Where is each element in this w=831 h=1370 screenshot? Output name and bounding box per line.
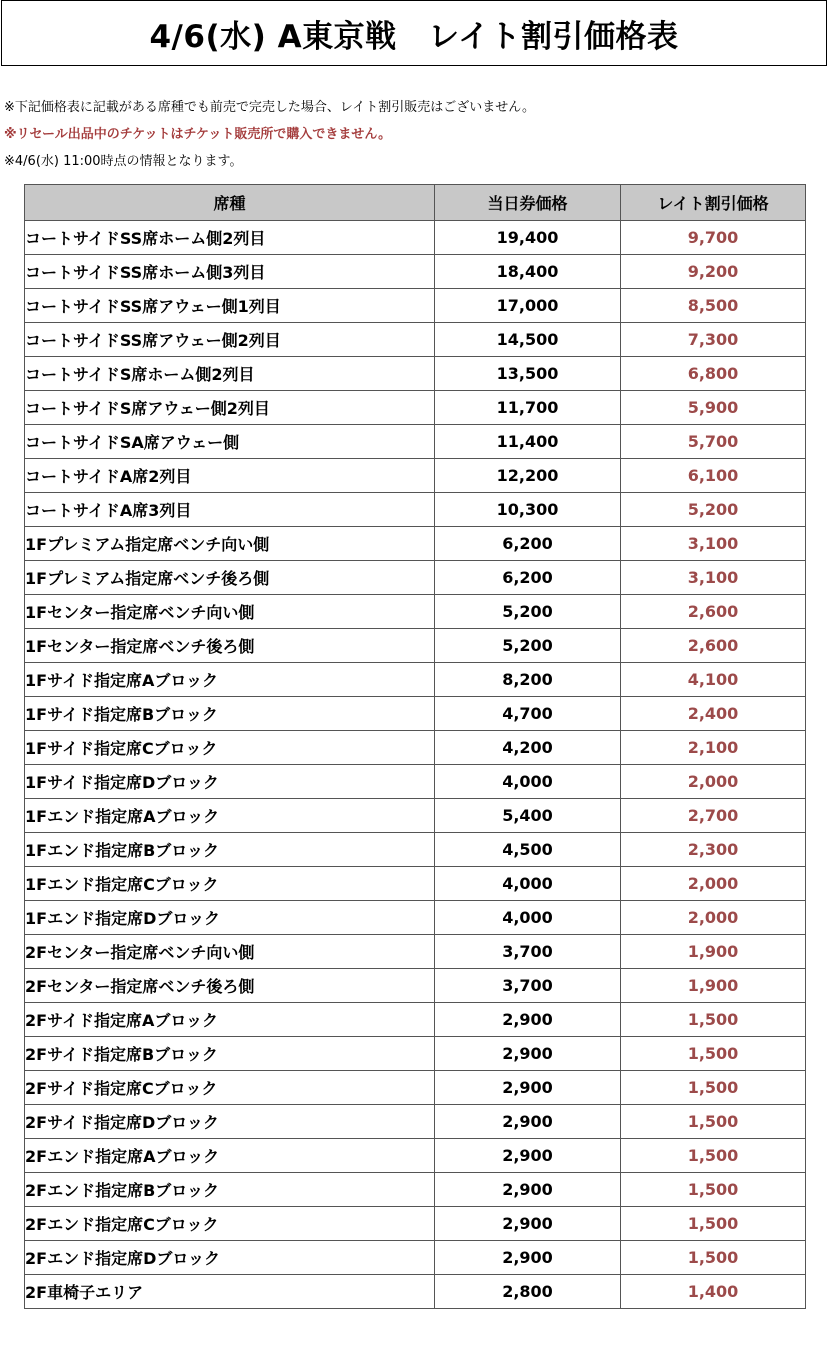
late-price-cell: 2,400 — [621, 697, 806, 731]
seat-name-cell: 1Fプレミアム指定席ベンチ向い側 — [25, 527, 435, 561]
day-price-cell: 11,400 — [435, 425, 621, 459]
late-price-cell: 4,100 — [621, 663, 806, 697]
table-row — [25, 425, 806, 459]
late-price-cell: 2,000 — [621, 901, 806, 935]
table-row — [25, 1275, 806, 1309]
seat-name-cell: 1Fエンド指定席Cブロック — [25, 867, 435, 901]
table-row — [25, 1207, 806, 1241]
day-price-cell: 19,400 — [435, 221, 621, 255]
late-price-cell: 2,000 — [621, 765, 806, 799]
table-row — [25, 391, 806, 425]
seat-name-cell: コートサイドA席3列目 — [25, 493, 435, 527]
late-price-cell: 5,700 — [621, 425, 806, 459]
late-price-cell: 9,200 — [621, 255, 806, 289]
table-row — [25, 493, 806, 527]
late-price-cell: 6,100 — [621, 459, 806, 493]
seat-name-cell: 2Fサイド指定席Aブロック — [25, 1003, 435, 1037]
seat-name-cell: コートサイドSS席ホーム側3列目 — [25, 255, 435, 289]
late-price-cell: 5,900 — [621, 391, 806, 425]
day-price-cell: 4,200 — [435, 731, 621, 765]
late-price-cell: 8,500 — [621, 289, 806, 323]
header-day-price: 当日券価格 — [435, 185, 621, 221]
seat-name-cell: コートサイドS席アウェー側2列目 — [25, 391, 435, 425]
seat-name-cell: 2Fエンド指定席Dブロック — [25, 1241, 435, 1275]
late-price-cell: 1,500 — [621, 1003, 806, 1037]
seat-name-cell: 1Fエンド指定席Bブロック — [25, 833, 435, 867]
seat-name-cell: コートサイドSS席アウェー側2列目 — [25, 323, 435, 357]
seat-name-cell: 1Fサイド指定席Dブロック — [25, 765, 435, 799]
seat-name-cell: 2Fサイド指定席Dブロック — [25, 1105, 435, 1139]
late-price-cell: 2,300 — [621, 833, 806, 867]
day-price-cell: 5,400 — [435, 799, 621, 833]
day-price-cell: 11,700 — [435, 391, 621, 425]
seat-name-cell: 2F車椅子エリア — [25, 1275, 435, 1309]
table-row — [25, 799, 806, 833]
day-price-cell: 2,900 — [435, 1105, 621, 1139]
seat-name-cell: 1Fエンド指定席Aブロック — [25, 799, 435, 833]
day-price-cell: 5,200 — [435, 629, 621, 663]
late-price-cell: 1,400 — [621, 1275, 806, 1309]
seat-name-cell: 1Fセンター指定席ベンチ後ろ側 — [25, 629, 435, 663]
day-price-cell: 3,700 — [435, 969, 621, 1003]
seat-name-cell: コートサイドS席ホーム側2列目 — [25, 357, 435, 391]
day-price-cell: 6,200 — [435, 527, 621, 561]
page-title-box — [1, 0, 827, 66]
note-info-time: ※4/6(水) 11:00時点の情報となります。 — [4, 154, 243, 169]
seat-name-cell: 1Fプレミアム指定席ベンチ後ろ側 — [25, 561, 435, 595]
day-price-cell: 17,000 — [435, 289, 621, 323]
day-price-cell: 14,500 — [435, 323, 621, 357]
seat-name-cell: 1Fエンド指定席Dブロック — [25, 901, 435, 935]
late-price-cell: 1,500 — [621, 1173, 806, 1207]
seat-name-cell: 2Fエンド指定席Cブロック — [25, 1207, 435, 1241]
seat-name-cell: コートサイドA席2列目 — [25, 459, 435, 493]
table-header-row — [25, 185, 806, 221]
header-late-price: レイト割引価格 — [621, 185, 806, 221]
page-title: 4/6(水) A東京戦 レイト割引価格表 — [149, 18, 679, 55]
day-price-cell: 2,900 — [435, 1241, 621, 1275]
table-body — [25, 221, 806, 1309]
day-price-cell: 8,200 — [435, 663, 621, 697]
late-price-cell: 2,600 — [621, 595, 806, 629]
seat-name-cell: コートサイドSS席ホーム側2列目 — [25, 221, 435, 255]
late-price-cell: 1,900 — [621, 935, 806, 969]
table-row — [25, 663, 806, 697]
table-row — [25, 765, 806, 799]
seat-name-cell: 1Fセンター指定席ベンチ向い側 — [25, 595, 435, 629]
seat-name-cell: 2Fセンター指定席ベンチ向い側 — [25, 935, 435, 969]
table-row — [25, 1105, 806, 1139]
table-row — [25, 527, 806, 561]
day-price-cell: 10,300 — [435, 493, 621, 527]
table-row — [25, 1139, 806, 1173]
late-price-cell: 2,700 — [621, 799, 806, 833]
late-price-cell: 3,100 — [621, 561, 806, 595]
table-row — [25, 901, 806, 935]
late-price-cell: 1,500 — [621, 1105, 806, 1139]
late-price-cell: 1,500 — [621, 1139, 806, 1173]
late-price-cell: 2,000 — [621, 867, 806, 901]
table-row — [25, 697, 806, 731]
day-price-cell: 2,900 — [435, 1173, 621, 1207]
seat-name-cell: 2Fエンド指定席Bブロック — [25, 1173, 435, 1207]
table-row — [25, 1037, 806, 1071]
table-row — [25, 221, 806, 255]
seat-name-cell: コートサイドSS席アウェー側1列目 — [25, 289, 435, 323]
table-row — [25, 323, 806, 357]
late-price-cell: 5,200 — [621, 493, 806, 527]
table-row — [25, 289, 806, 323]
note-sold-out: ※下記価格表に記載がある席種でも前売で完売した場合、レイト割引販売はございません。 — [4, 100, 536, 115]
price-table — [24, 184, 806, 1309]
late-price-cell: 3,100 — [621, 527, 806, 561]
day-price-cell: 2,900 — [435, 1037, 621, 1071]
seat-name-cell: 2Fサイド指定席Bブロック — [25, 1037, 435, 1071]
seat-name-cell: 2Fセンター指定席ベンチ後ろ側 — [25, 969, 435, 1003]
late-price-cell: 1,900 — [621, 969, 806, 1003]
table-row — [25, 867, 806, 901]
day-price-cell: 4,000 — [435, 901, 621, 935]
day-price-cell: 12,200 — [435, 459, 621, 493]
day-price-cell: 4,700 — [435, 697, 621, 731]
late-price-cell: 2,100 — [621, 731, 806, 765]
late-price-cell: 1,500 — [621, 1071, 806, 1105]
table-row — [25, 255, 806, 289]
table-row — [25, 561, 806, 595]
day-price-cell: 2,900 — [435, 1003, 621, 1037]
day-price-cell: 3,700 — [435, 935, 621, 969]
note-resale-warning: ※リセール出品中のチケットはチケット販売所で購入できません。 — [4, 127, 392, 142]
table-row — [25, 1003, 806, 1037]
table-row — [25, 629, 806, 663]
day-price-cell: 6,200 — [435, 561, 621, 595]
day-price-cell: 18,400 — [435, 255, 621, 289]
day-price-cell: 4,000 — [435, 867, 621, 901]
day-price-cell: 4,000 — [435, 765, 621, 799]
seat-name-cell: 2Fサイド指定席Cブロック — [25, 1071, 435, 1105]
day-price-cell: 2,800 — [435, 1275, 621, 1309]
table-row — [25, 969, 806, 1003]
day-price-cell: 2,900 — [435, 1139, 621, 1173]
late-price-cell: 2,600 — [621, 629, 806, 663]
day-price-cell: 2,900 — [435, 1207, 621, 1241]
header-seat-type: 席種 — [25, 185, 435, 221]
day-price-cell: 13,500 — [435, 357, 621, 391]
day-price-cell: 4,500 — [435, 833, 621, 867]
day-price-cell: 2,900 — [435, 1071, 621, 1105]
table-row — [25, 595, 806, 629]
table-row — [25, 459, 806, 493]
seat-name-cell: 2Fエンド指定席Aブロック — [25, 1139, 435, 1173]
table-row — [25, 731, 806, 765]
late-price-cell: 1,500 — [621, 1037, 806, 1071]
seat-name-cell: 1Fサイド指定席Aブロック — [25, 663, 435, 697]
table-row — [25, 357, 806, 391]
late-price-cell: 9,700 — [621, 221, 806, 255]
table-row — [25, 1071, 806, 1105]
table-row — [25, 1173, 806, 1207]
late-price-cell: 6,800 — [621, 357, 806, 391]
seat-name-cell: 1Fサイド指定席Bブロック — [25, 697, 435, 731]
late-price-cell: 7,300 — [621, 323, 806, 357]
table-row — [25, 1241, 806, 1275]
late-price-cell: 1,500 — [621, 1241, 806, 1275]
notes-section — [4, 94, 535, 175]
seat-name-cell: 1Fサイド指定席Cブロック — [25, 731, 435, 765]
late-price-cell: 1,500 — [621, 1207, 806, 1241]
table-row — [25, 935, 806, 969]
seat-name-cell: コートサイドSA席アウェー側 — [25, 425, 435, 459]
table-row — [25, 833, 806, 867]
day-price-cell: 5,200 — [435, 595, 621, 629]
